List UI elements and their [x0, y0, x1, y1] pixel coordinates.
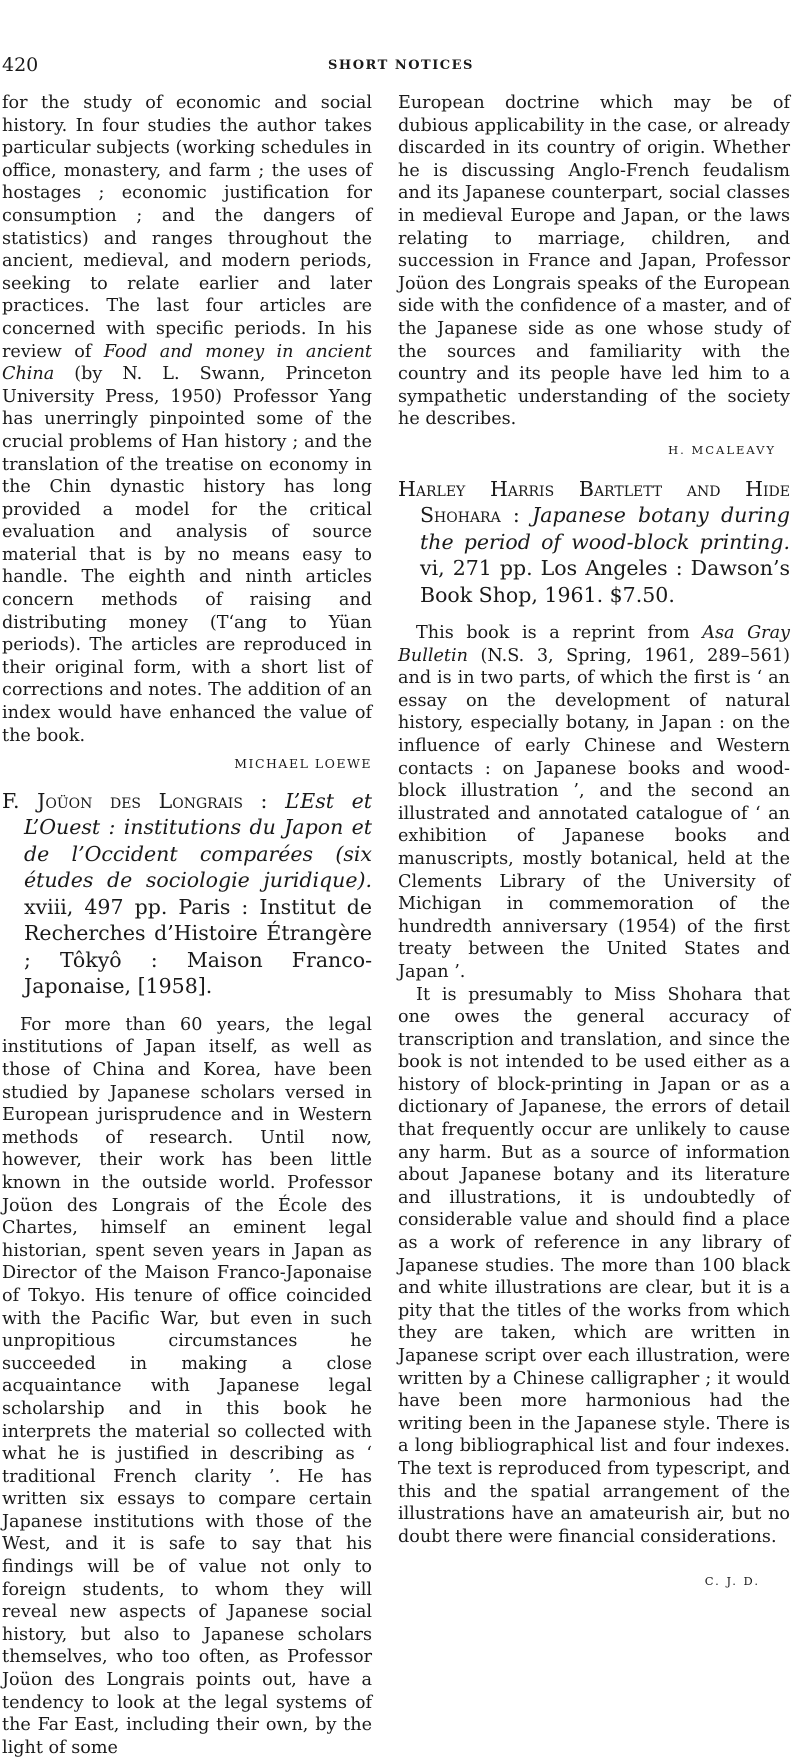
review-paragraph: This book is a reprint from Asa Gray Bulletin (N.S. 3, Spring, 1961, 289–561) and is in two parts, of which the first is ‘ an essay on the development of natural history, especially botany, in Japan : on the influence of early Chinese and Western contacts : on Japanese books and wood-block illustration ’, and the second an illustrated and annotated catalogue of ‘ an exhibition of Japanese books and manuscripts, mostly botanical, held at the Clements Library of the University of Michigan in commemoration of the hundredth anniversary (1954) of the first treaty between the United States and Japan ’. [398, 623, 790, 982]
review-paragraph: It is presumably to Miss Shohara that one owes the general accuracy of transcription and translation, and since the book is not intended to be used either as a history of block-printing in Japan or as a dictionary of Japanese, the errors of detail that frequently occur are unlikely to cause any harm. But as a source of information about Japanese botany and its literature and illustrations, it is undoubtedly of considerable value and should find a place as a work of reference in any library of Japanese studies. The more than 100 black and white illustrations are clear, but it is a pity that the titles of the works from which they are taken, which are written in Japanese script over each illustration, were written by a Chinese calligrapher ; it would have been more harmonious had the writing been in the Japanese style. There is a long bibliographical list and four indexes. The text is reproduced from typescript, and this and the spatial arrangement of the illustrations have an amateurish air, but no doubt there were financial considerations. [398, 984, 790, 1547]
book-title: L’Est et L’Ouest : institutions du Japon et de l’Occident comparées (six études de sociologie juridique). [24, 788, 372, 893]
review-paragraph: European doctrine which may be of dubious applicability in the case, or already discarded in its country of origin. Whether he is discussing Anglo-French feudalism and its Japanese counterpart, social classes in medieval Europe and Japan, or the laws relating to marriage, children, and succession in France and Japan, Professor Joüon des Longrais speaks of the European side with the confidence of a master, and of the Japanese side as one whose study of the sources and familiarity with the country and its people have led him to a sympathetic understanding of the society he describes. [398, 93, 790, 430]
book-author: F. Joüon des Longrais : [2, 788, 268, 813]
reviewer-signature: H. MCALEAVY [668, 442, 776, 457]
book-details: vi, 271 pp. Los Angeles : Dawson’s Book Shop, 1961. $7.50. [420, 556, 790, 607]
review-paragraph: for the study of economic and social history. In four studies the author takes particular subjects (working schedules in office, monastery, and farm ; the uses of hostages ; economic justification for consumption ; and the dangers of statistics) and ranges throughout the ancient, medieval, and modern periods, seeking to relate earlier and later practices. The last four articles are concerned with specific periods. In his review of Food and money in ancient China (by N. L. Swann, Princeton University Press, 1950) Professor Yang has unerringly pinpointed some of the crucial problems of Han history ; and the translation of the treatise on economy in the Chin dynastic history has long provided a model for the critical evaluation and analysis of source material that is by no means easy to handle. The eighth and ninth articles concern methods of raising and distributing money (T‘ang to Yüan periods). The articles are reproduced in their original form, with a short list of corrections and notes. The addition of an index would have enhanced the value of the book. [2, 93, 372, 746]
book-details: xviii, 497 pp. Paris : Institut de Recherches d’Histoire Étrangère ; Tôkyô : Maison Franco-Japonaise, [1958]. [24, 894, 372, 999]
book-author: Harley Harris Bartlett and Hide Shohara : [398, 476, 790, 527]
page-header [2, 54, 800, 78]
reviewer-signature: MICHAEL LOEWE [234, 756, 372, 772]
reviewer-signature: C. J. D. [704, 1574, 760, 1589]
book-heading [2, 788, 372, 1000]
running-head: SHORT NOTICES [328, 58, 474, 73]
left-column [2, 92, 372, 1759]
page-number: 420 [2, 54, 39, 76]
book-heading [398, 476, 790, 609]
right-column [398, 92, 790, 1607]
book-title: Japanese botany during the period of wood-block printing. [420, 503, 790, 554]
review-paragraph: For more than 60 years, the legal institutions of Japan itself, as well as those of China and Korea, have been studied by Japanese scholars versed in European jurisprudence and in Western methods of research. Until now, however, their work has been little known in the outside world. Professor Joüon des Longrais of the École des Chartes, himself an eminent legal historian, spent seven years in Japan as Director of the Maison Franco-Japonaise of Tokyo. His tenure of office coincided with the Pacific War, but even in such unpropitious circumstances he succeeded in making a close acquaintance with Japanese legal scholarship and in this book he interprets the material so collected with what he is justified in describing as ‘ traditional French clarity ’. He has written six essays to compare certain Japanese institutions with those of the West, and it is safe to say that his findings will be of value not only to foreign students, to whom they will reveal new aspects of Japanese social history, but also to Japanese scholars themselves, who too often, as Professor Joüon des Longrais points out, have a tendency to look at the legal systems of the Far East, including their own, by the light of some [2, 1014, 372, 1758]
